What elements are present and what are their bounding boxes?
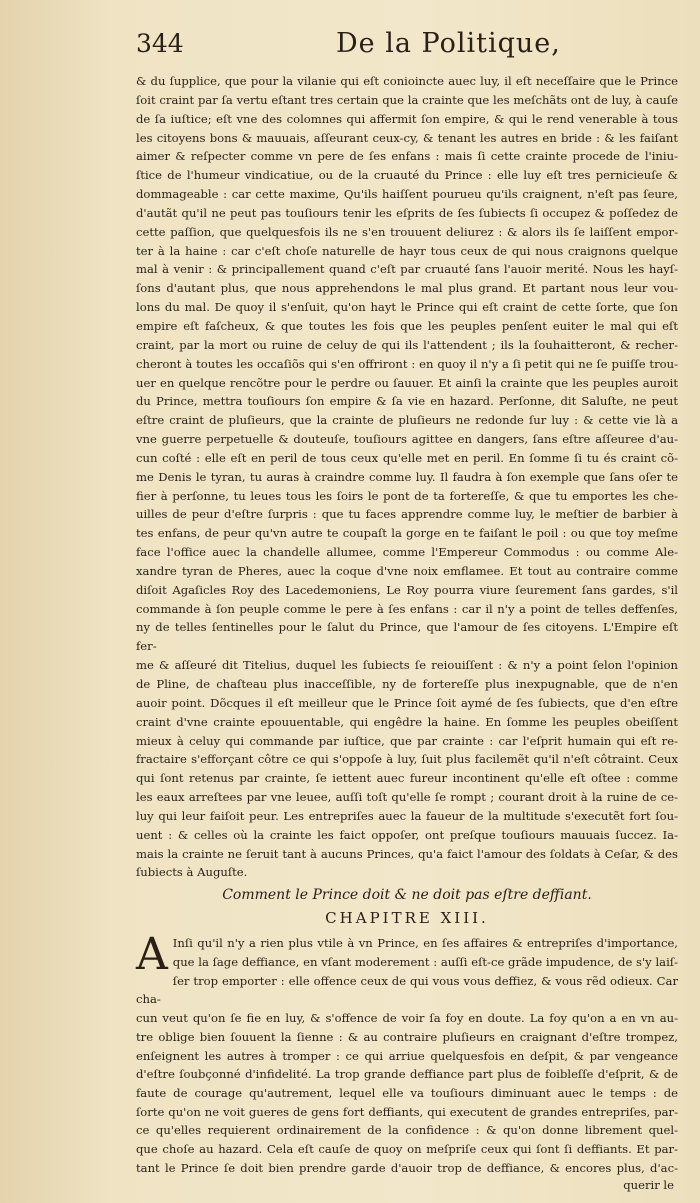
text-line: ſer trop emporter : elle offence ceux de qui vous vous deffiez, & vous rẽd odieux. Car cha- <box>136 973 678 1007</box>
text-line: luy qui leur faiſoit peur. Les entrepriſes auec la faueur de la multitude s'executẽt fort ſou- <box>136 808 678 823</box>
text-line: xandre tyran de Pheres, auec la coque d'vne noix emflamee. Et tout au contraire comme <box>136 563 678 578</box>
text-line: mais la crainte ne ſeruit tant à aucuns Princes, qu'a faict l'amour des ſoldats à Ceſar, & des <box>136 846 678 861</box>
chapter-title: CHAPITRE XIII. <box>325 909 489 928</box>
text-line: craint d'vne crainte epouuentable, qui engêdre la haine. En ſomme les peuples obeiſſent <box>136 714 678 729</box>
text-line: uer en quelque rencõtre pour le perdre ou ſauuer. Et ainſi la crainte que les peuples auroit <box>136 375 678 390</box>
text-line: ſorte qu'on ne voit gueres de gens fort deffiants, qui executent de grandes entrepriſes, par- <box>136 1104 678 1119</box>
text-line: empire eſt faſcheux, & que toutes les fois que les peuples penſent euiter le mal qui eſt <box>136 318 678 333</box>
text-line: faute de courage qu'autrement, lequel elle va touſiours diminuant auec le temps : de <box>136 1085 678 1100</box>
text-line: les citoyens bons & mauuais, aſſeurant ceux-cy, & tenant les autres en bride : & les faiſant <box>136 130 678 145</box>
chapter-text <box>136 929 678 1177</box>
text-line: dommageable : car cette maxime, Qu'ils haiſſent pourueu qu'ils craignent, n'eſt pas ſeure, <box>136 187 678 202</box>
running-head <box>136 28 678 72</box>
text-line: & du ſupplice, que pour la vilanie qui eſt conioincte auec luy, il eſt neceſſaire que le Prince <box>136 74 678 88</box>
text-line: fractaire s'efforçant côtre ce qui s'oppoſe à luy, ſuit plus facilemẽt qu'il n'eſt côtraint. Ceux <box>136 752 678 767</box>
text-line: cun coſté : elle eſt en peril de tous ceux qu'elle met en peril. En ſomme ſi tu és craint cõ- <box>136 450 678 465</box>
text-line: que la ſage deffiance, en vſant moderement : auſſi eſt-ce grãde impudence, de s'y laiſ- <box>172 954 678 969</box>
text-line: ſons d'autant plus, que nous apprehendons le mal plus grand. Et partant nous leur vou- <box>136 281 678 296</box>
text-line: ter à la haine : car c'eſt choſe naturelle de hayr tous ceux de qui nous craignons quelque <box>136 243 678 258</box>
text-line: d'autãt qu'il ne peut pas touſiours tenir les eſprits de ſes ſubiects ſi occupez & poſſedez de <box>136 205 678 220</box>
text-line: vne guerre perpetuelle & douteuſe, touſiours agittee en dangers, ſans eſtre aſſeuree d'au- <box>136 432 678 447</box>
text-line: cun veut qu'on ſe fie en luy, & s'offence de voir ſa foy en doute. La foy qu'on a en vn au- <box>136 1011 678 1026</box>
text-line: me Denis le tyran, tu auras à craindre comme luy. Il faudra à ſon exemple que ſans oſer te <box>136 469 678 484</box>
text-line: uilles de peur d'eſtre ſurpris : que tu faces apprendre comme luy, le meſtier de barbier à <box>136 507 678 522</box>
text-line: tes enfans, de peur qu'vn autre te coupaſt la gorge en te faiſant le poil : ou que toy meſme <box>136 526 678 541</box>
text-line: les eaux arreſtees par vne leuee, auſſi toſt qu'elle ſe rompt ; courant droit à la ruine de ce- <box>136 790 678 805</box>
text-line: mal à venir : & principallement quand c'eſt par cruauté ſans l'auoir merité. Nous les hayſ- <box>136 262 678 277</box>
text-line: cheront à toutes les occaſiõs qui s'en offriront : en quoy il n'y a ſi petit qui ne ſe puiſſe trou- <box>136 356 678 371</box>
body-text <box>136 72 678 882</box>
text-line: eſtre craint de pluſieurs, que la crainte de pluſieurs ne redonde ſur luy : & cette vie là a <box>136 413 678 428</box>
text-line: Inſi qu'il n'y a rien plus vtile à vn Prince, en ſes affaires & entrepriſes d'importance, <box>172 936 678 951</box>
text-line: ſoit craint par ſa vertu eſtant tres certain que la crainte que les meſchãts ont de luy, à cauſe <box>136 92 678 107</box>
text-line: tre oblige bien ſouuent la ſienne : & au contraire pluſieurs en craignant d'eſtre trompez, <box>136 1029 678 1044</box>
text-line: ſtice de l'humeur vindicatiue, ou de la cruauté du Prince : elle luy eſt tres pernicieuſe & <box>136 168 678 183</box>
text-line: auoir point. Dõcques il eſt meilleur que le Prince ſoit aymé de ſes ſubiects, que d'en eſtre <box>136 695 678 710</box>
text-line: tant le Prince ſe doit bien prendre garde d'auoir trop de deffiance, & encores plus, d'ac- <box>136 1160 678 1175</box>
text-line: de ſa iuſtice; eſt vne des colomnes qui affermit ſon empire, & qui le rend venerable à tous <box>136 111 678 126</box>
catchword: querir le <box>623 1178 674 1193</box>
text-line: ny de telles ſentinelles pour le ſalut du Prince, que l'amour de ſes citoyens. L'Empire eſt fer- <box>136 620 678 654</box>
text-line: enſeignent les autres à tromper : ce qui arriue quelquesfois en deſpit, & par vengeance <box>136 1048 678 1063</box>
text-line: me & aſſeuré dit Titelius, duquel les ſubiects ſe reiouiſſent : & n'y a point ſelon l'opinion <box>136 658 678 673</box>
page-number: 344 <box>136 29 184 58</box>
text-line: lons du mal. De quoy il s'enſuit, qu'on hayt le Prince qui eſt craint de cette ſorte, que ſon <box>136 300 678 315</box>
text-line: ſubiects à Auguſte. <box>136 865 248 880</box>
text-line: du Prince, mettra touſiours ſon empire & ſa vie en hazard. Perſonne, dit Saluſte, ne peut <box>136 394 678 409</box>
text-line: uent : & celles où la crainte les faict oppoſer, ont preſque touſiours mauuais ſuccez. Ia- <box>136 827 678 842</box>
running-title: De la Politique, <box>336 28 561 59</box>
text-line: de Pline, de chaſteau plus inacceſſible, ny de fortereſſe plus inexpugnable, que de n'en <box>136 677 678 691</box>
text-line: aimer & reſpecter comme vn pere de ſes enfans : mais ſi cette crainte procede de l'iniu- <box>136 149 678 164</box>
text-line: qui ſont retenus par crainte, ſe iettent auec fureur incontinent qu'elle eſt oſtee : comme <box>136 771 678 786</box>
text-line: ce qu'elles requierent ordinairement de la confidence : & qu'on donne librement quel- <box>136 1123 678 1138</box>
text-line: craint, par la mort ou ruine de celuy de qui ils l'attendent ; ils la ſouhaitteront, & recher- <box>136 337 678 352</box>
text-line: fier à perſonne, tu leues tous les ſoirs le pont de ta fortereſſe, & que tu emportes les che- <box>136 488 678 503</box>
text-line: cette paſſion, que quelquesfois ils ne s'en trouuent deliurez : & alors ils ſe laiſſent empor- <box>136 224 678 239</box>
text-line: diſoit Agaſicles Roy des Lacedemoniens, Le Roy pourra viure ſeurement ſans gardes, s'il <box>136 582 678 597</box>
section-heading: Comment le Prince doit & ne doit pas eſtre deffiant. <box>222 887 592 904</box>
text-line: mieux à celuy qui commande par iuſtice, que par crainte : car l'eſprit humain qui eſt re- <box>136 733 678 748</box>
drop-cap-initial: A <box>136 929 168 981</box>
text-line: que choſe au hazard. Cela eſt cauſe de quoy on meſpriſe ceux qui ſont ſi deffiants. Et par- <box>136 1142 678 1157</box>
text-line: commande à ſon peuple comme le pere à ſes enfans : car il n'y a point de telles deffenſes, <box>136 601 678 616</box>
text-line: d'eſtre ſoubçonné d'infidelité. La trop grande deffiance part plus de foibleſſe d'eſprit, & de <box>136 1067 678 1082</box>
text-line: face l'office auec la chandelle allumee, comme l'Empereur Commodus : ou comme Ale- <box>136 545 678 560</box>
